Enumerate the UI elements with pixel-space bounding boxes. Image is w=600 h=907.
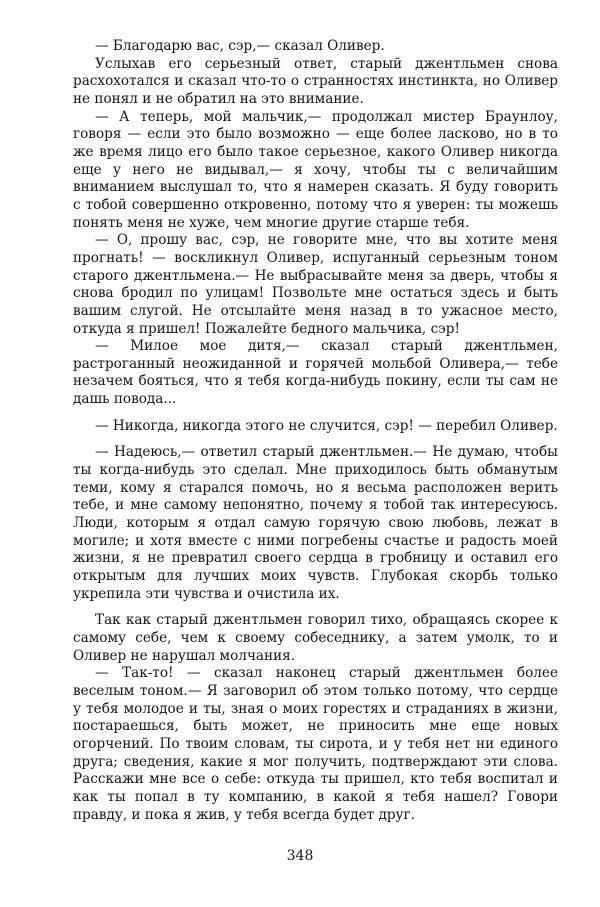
paragraph-4: — О, прошу вас, сэр, не говорите мне, что вы хотите меня прогнать! — воскликнул Оливер, испуганный серьезным тоном старого джентльмена.— Не выбрасывайте меня за дверь, чтобы я снова бродил по улицам! Позвольте мне остаться здесь и быть вашим слугой. Не отсылайте меня назад в то ужасное место, откуда я пришел! Пожалейте бедного мальчика, сэр! [73, 232, 558, 337]
paragraph-6: — Никогда, никогда этого не случится, сэр! — перебил Оливер. [95, 417, 558, 434]
page-number: 348 [286, 848, 314, 864]
body-text [73, 38, 558, 824]
paragraph-7: — Надеюсь,— ответил старый джентльмен.— Не думаю, чтобы ты когда-нибудь это сделал. Мне приходилось быть обманутым теми, кому я старался помочь, но я весьма расположен верить тебе, и мне самому непонятно, почему я тобой так интересуюсь. Люди, которым я отдал самую горячую свою любовь, лежат в могиле; и хотя вместе с ними погребены счастье и радость моей жизни, я не превратил своего сердца в гробницу и оставил его открытым для лучших моих чувств. Глубокая скорбь только укрепила эти чувства и очистила их. [73, 444, 558, 602]
paragraph-9: — Так-то! — сказал наконец старый джентльмен более веселым тоном.— Я заговорил об этом только потому, что сердце у тебя молодое и ты, зная о моих горестях и страданиях в жизни, постараешься, быть может, не приносить мне еще новых огорчений. По твоим словам, ты сирота, и у тебя нет ни единого друга; сведения, какие я мог получить, подтверждают эти слова. Расскажи мне все о себе: откуда ты пришел, кто тебя воспитал и как ты попал в ту компанию, в какой я тебя нашел? Говори правду, и пока я жив, у тебя всегда будет друг. [73, 665, 558, 823]
paragraph-2: Услыхав его серьезный ответ, старый джентльмен снова расхохотался и сказал что-то о странностях инстинкта, но Оливер не понял и не обратил на это внимание. [73, 55, 558, 107]
paragraph-1: — Благодарю вас, сэр,— сказал Оливер. [95, 38, 385, 54]
paragraph-3: — А теперь, мой мальчик,— продолжал мистер Браунлоу, говоря — если это было возможно — еще более ласково, но в то же время лицо его было такое серьезное, какого Оливер никогда еще у него не видывал,— я хочу, чтобы ты с величайшим вниманием выслушал то, что я намерен сказать. Я буду говорить с тобой совершенно откровенно, потому что я уверен: ты можешь понять меня не хуже, чем многие другие старше тебя. [73, 108, 558, 231]
paragraph-5: — Милое мое дитя,— сказал старый джентльмен, растроганный неожиданной и горячей мольбой Оливера,— тебе незачем бояться, что я тебя когда-нибудь покину, если ты сам не дашь повода... [73, 338, 558, 408]
paragraph-8: Так как старый джентльмен говорил тихо, обращаясь скорее к самому себе, чем к своему собеседнику, а затем умолк, то и Оливер не нарушал молчания. [73, 612, 558, 664]
